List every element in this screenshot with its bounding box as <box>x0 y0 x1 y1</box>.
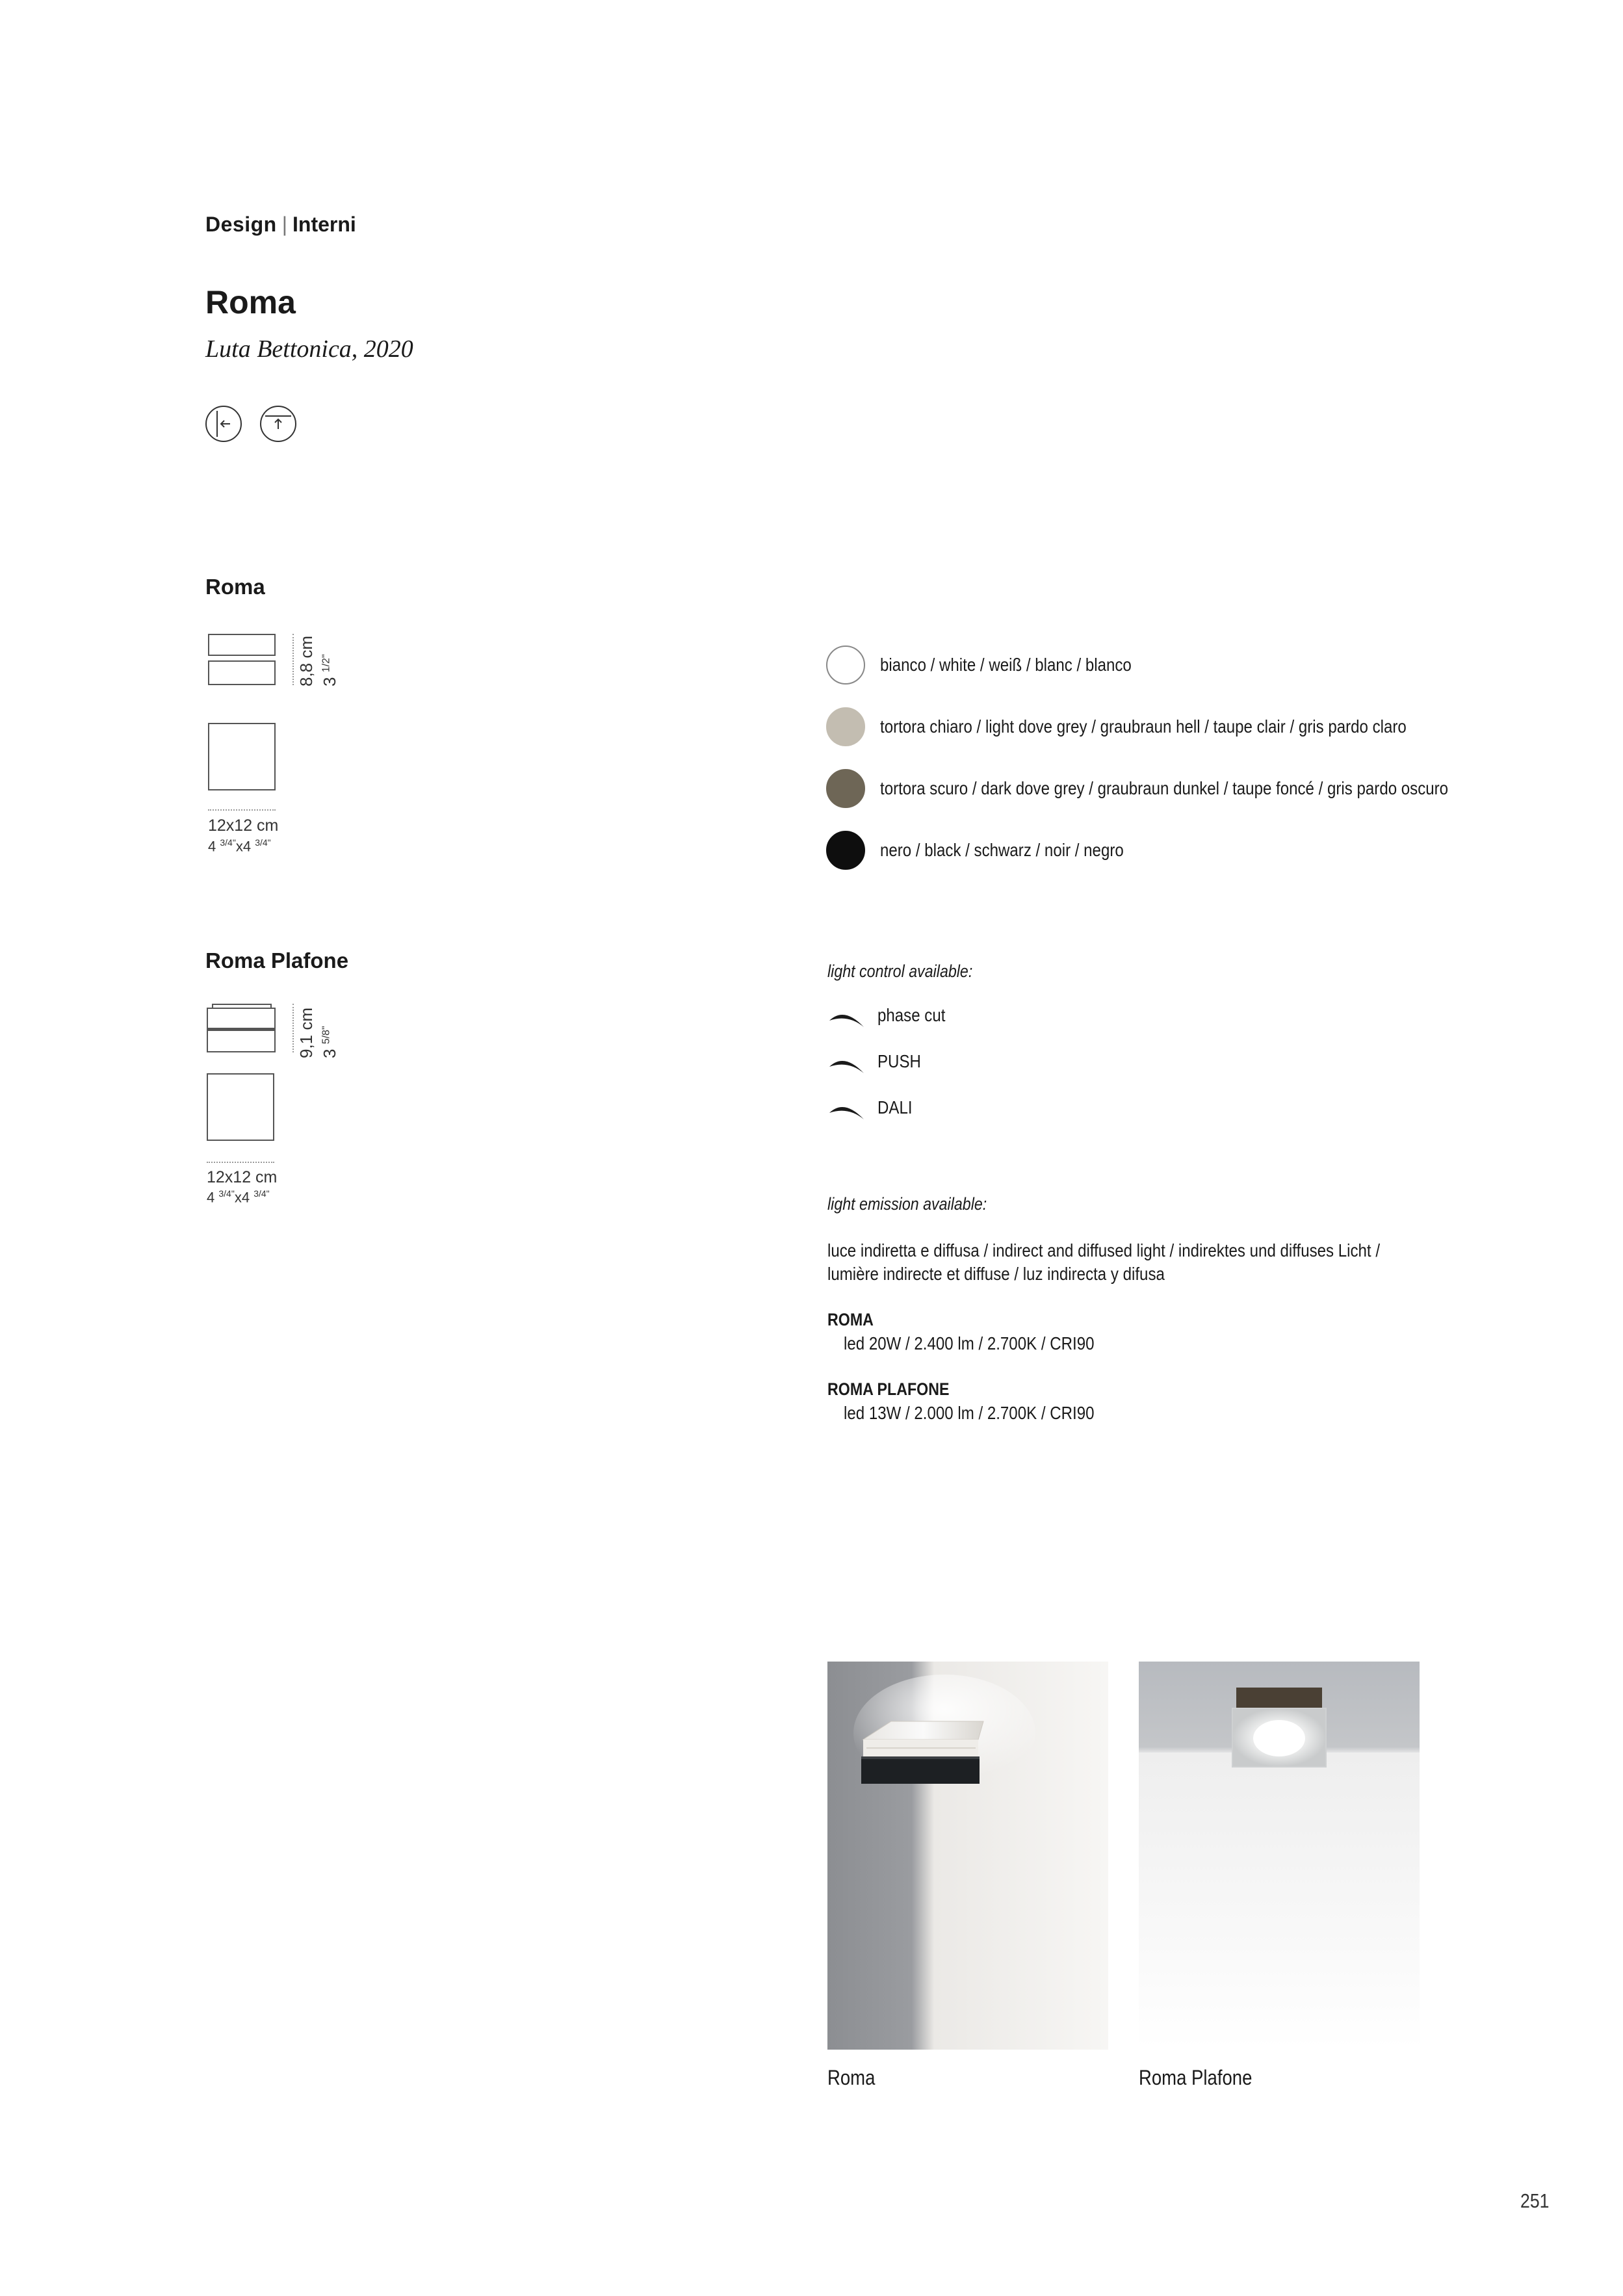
finish-swatch-white <box>826 646 865 685</box>
roma-size-cm: 12x12 cm <box>208 816 279 835</box>
spec-value-roma: led 20W / 2.400 lm / 2.700K / CRI90 <box>844 1333 1095 1353</box>
light-control-label: phase cut <box>877 1005 946 1025</box>
roma-top-view <box>208 723 276 790</box>
photo-caption-plafone: Roma Plafone <box>1139 2066 1253 2089</box>
plafone-side-view-bottom <box>207 1029 276 1052</box>
finish-label-dark-dove-grey: tortora scuro / dark dove grey / graubraun dunkel / taupe foncé / gris pardo oscuro <box>880 778 1449 798</box>
dimmer-arc-icon <box>827 1005 868 1028</box>
plafone-height-dimension-line <box>292 1004 294 1052</box>
light-emission-line-2: lumière indirecte et diffuse / luz indirecta y difusa <box>827 1264 1165 1284</box>
photo-roma-plafone <box>1139 1662 1420 2050</box>
finish-label-light-dove-grey: tortora chiaro / light dove grey / graubraun hell / taupe clair / gris pardo claro <box>880 716 1407 737</box>
dimmer-arc-icon <box>827 1097 868 1121</box>
plafone-size-in: 4 $^{3/4"}$x4 $^{3/4"}$ <box>207 1188 270 1206</box>
breadcrumb-separator: | <box>281 213 287 236</box>
roma-height-cm: 8,8 cm <box>296 635 316 686</box>
designer-credit: Luta Bettonica, 2020 <box>205 335 413 363</box>
finish-label-white: bianco / white / weiß / blanc / blanco <box>880 655 1132 675</box>
dimmer-arc-icon <box>827 1051 868 1075</box>
roma-height-dimension-line <box>292 634 294 685</box>
ceiling-mount-icon <box>260 406 296 442</box>
brand-label: Design <box>205 213 277 236</box>
page-number: 251 <box>1520 2189 1550 2212</box>
light-control-label: PUSH <box>877 1051 921 1071</box>
roma-size-in: 4 $^{3/4"}$x4 $^{3/4"}$ <box>208 837 271 855</box>
plafone-top-view <box>207 1073 274 1141</box>
roma-height-in: 3 $^{1/2"}$ <box>320 654 339 686</box>
plafone-height-cm: 9,1 cm <box>296 1007 316 1058</box>
light-control-heading: light control available: <box>827 961 973 981</box>
roma-lamp-illustration <box>827 1662 1108 2050</box>
light-control-label: DALI <box>877 1097 913 1117</box>
finish-swatch-dark-dove-grey <box>826 769 865 808</box>
category-label: Interni <box>292 213 356 236</box>
product-title-plafone: Roma Plafone <box>205 948 349 972</box>
light-emission-heading: light emission available: <box>827 1194 987 1214</box>
plafone-height-in: 3 $^{5/8"}$ <box>320 1026 339 1058</box>
wall-mount-icon <box>205 406 242 442</box>
spec-name-plafone: ROMA PLAFONE <box>827 1379 950 1399</box>
product-title-roma: Roma <box>205 575 265 599</box>
plafone-lamp-illustration <box>1139 1662 1420 2050</box>
finish-swatch-black <box>826 831 865 870</box>
brand-breadcrumb <box>205 213 356 237</box>
roma-side-view-bottom <box>208 660 276 685</box>
plafone-width-dimension-line <box>207 1162 274 1163</box>
plafone-side-view-top <box>207 1008 276 1029</box>
finish-swatch-light-dove-grey <box>826 707 865 746</box>
photo-caption-roma: Roma <box>827 2066 876 2089</box>
roma-width-dimension-line <box>208 809 276 811</box>
spec-name-roma: ROMA <box>827 1310 874 1329</box>
spec-value-plafone: led 13W / 2.000 lm / 2.700K / CRI90 <box>844 1403 1095 1423</box>
light-emission-line-1: luce indiretta e diffusa / indirect and diffused light / indirektes und diffuses Licht / <box>827 1240 1381 1260</box>
photo-roma <box>827 1662 1108 2050</box>
plafone-size-cm: 12x12 cm <box>207 1168 278 1186</box>
finish-label-black: nero / black / schwarz / noir / negro <box>880 840 1124 860</box>
roma-side-view-top <box>208 634 276 656</box>
page-title: Roma <box>205 284 296 320</box>
